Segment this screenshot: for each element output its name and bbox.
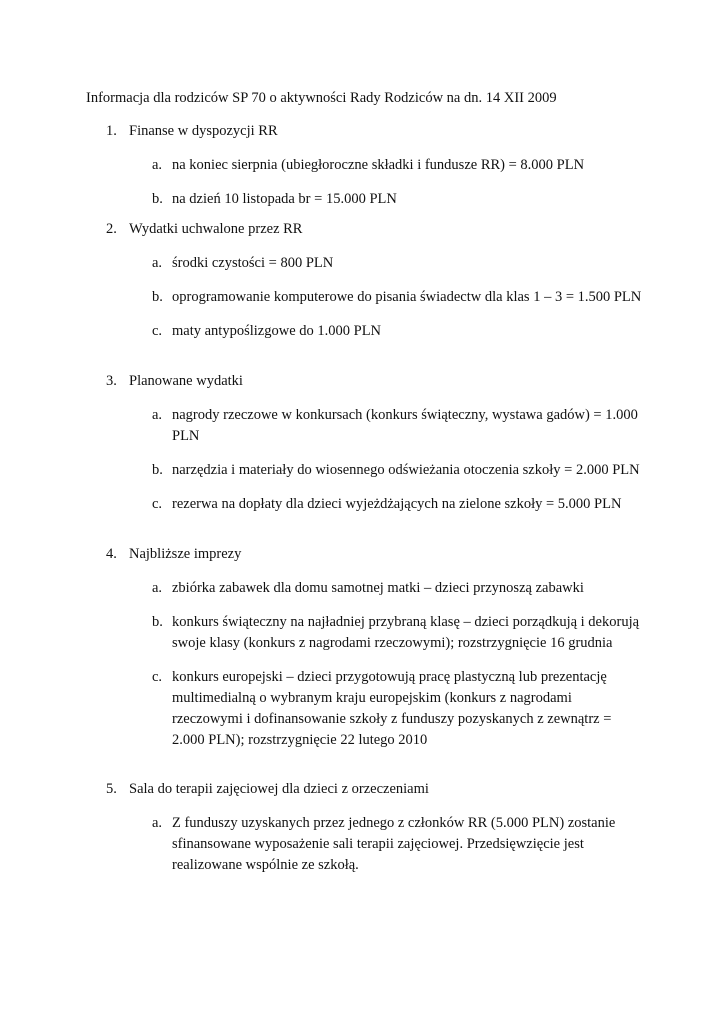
item-letter: c. — [152, 669, 163, 685]
section-sala-terapii — [86, 779, 646, 876]
item-letter: a. — [152, 815, 163, 831]
list-item — [86, 155, 646, 176]
section-planowane-wydatki — [86, 371, 646, 515]
section-number: 1. — [106, 123, 117, 139]
item-letter: a. — [152, 407, 163, 423]
section-najblizsze-imprezy — [86, 544, 646, 751]
list-item — [86, 612, 646, 654]
item-letter: b. — [152, 289, 163, 305]
sub-list — [86, 253, 646, 342]
item-text: rezerwa na dopłaty dla dzieci wyjeżdżających na zielone szkoły = 5.000 PLN — [172, 496, 622, 512]
list-item — [86, 321, 646, 342]
sub-list — [86, 405, 646, 515]
list-item — [86, 405, 646, 447]
section-wydatki-uchwalone — [86, 219, 646, 342]
sub-list — [86, 813, 646, 876]
list-item — [86, 253, 646, 274]
section-finanse — [86, 121, 646, 210]
item-letter: a. — [152, 157, 163, 173]
item-text: konkurs europejski – dzieci przygotowują pracę plastyczną lub prezentację multimedialną o wybranym kraju europejskim (konkurs z nagrodami rzeczowymi i dofinansowanie szkoły z funduszy pozyskanych z zewnątrz = 2.000 PLN); rozstrzygnięcie 22 lutego 2010 — [172, 669, 612, 748]
list-item — [86, 287, 646, 308]
document-title: Informacja dla rodziców SP 70 o aktywności Rady Rodziców na dn. 14 XII 2009 — [86, 90, 557, 106]
list-item — [86, 494, 646, 515]
item-letter: b. — [152, 614, 163, 630]
item-text: oprogramowanie komputerowe do pisania świadectw dla klas 1 – 3 = 1.500 PLN — [172, 289, 642, 305]
item-text: zbiórka zabawek dla domu samotnej matki – dzieci przynoszą zabawki — [172, 580, 584, 596]
section-heading — [86, 371, 646, 392]
section-title: Planowane wydatki — [129, 373, 243, 389]
section-heading — [86, 121, 646, 142]
item-letter: b. — [152, 191, 163, 207]
section-title: Najbliższe imprezy — [129, 546, 242, 562]
item-letter: a. — [152, 580, 163, 596]
section-title: Sala do terapii zajęciowej dla dzieci z orzeczeniami — [129, 781, 429, 797]
list-item — [86, 813, 646, 876]
item-text: nagrody rzeczowe w konkursach (konkurs świąteczny, wystawa gadów) = 1.000 PLN — [172, 407, 638, 444]
section-number: 5. — [106, 781, 117, 797]
item-text: maty antypoślizgowe do 1.000 PLN — [172, 323, 382, 339]
item-text: na dzień 10 listopada br = 15.000 PLN — [172, 191, 397, 207]
sub-list — [86, 578, 646, 751]
section-number: 3. — [106, 373, 117, 389]
list-item — [86, 578, 646, 599]
section-title: Finanse w dyspozycji RR — [129, 123, 278, 139]
section-heading — [86, 779, 646, 800]
item-text: Z funduszy uzyskanych przez jednego z członków RR (5.000 PLN) zostanie sfinansowane wyposażenie sali terapii zajęciowej. Przedsięwzięcie jest realizowane wspólnie ze szkołą. — [172, 815, 616, 873]
item-text: konkurs świąteczny na najładniej przybraną klasę – dzieci porządkują i dekorują swoje klasy (konkurs z nagrodami rzeczowymi); rozstrzygnięcie 16 grudnia — [172, 614, 640, 651]
item-letter: b. — [152, 462, 163, 478]
item-letter: a. — [152, 255, 163, 271]
item-letter: c. — [152, 496, 163, 512]
item-text: na koniec sierpnia (ubiegłoroczne składki i fundusze RR) = 8.000 PLN — [172, 157, 585, 173]
list-item — [86, 189, 646, 210]
section-heading — [86, 219, 646, 240]
list-item — [86, 460, 646, 481]
item-text: środki czystości = 800 PLN — [172, 255, 334, 271]
sub-list — [86, 155, 646, 210]
item-text: narzędzia i materiały do wiosennego odświeżania otoczenia szkoły = 2.000 PLN — [172, 462, 640, 478]
section-heading — [86, 544, 646, 565]
section-number: 4. — [106, 546, 117, 562]
section-number: 2. — [106, 221, 117, 237]
item-letter: c. — [152, 323, 163, 339]
section-title: Wydatki uchwalone przez RR — [129, 221, 303, 237]
list-item — [86, 667, 646, 751]
